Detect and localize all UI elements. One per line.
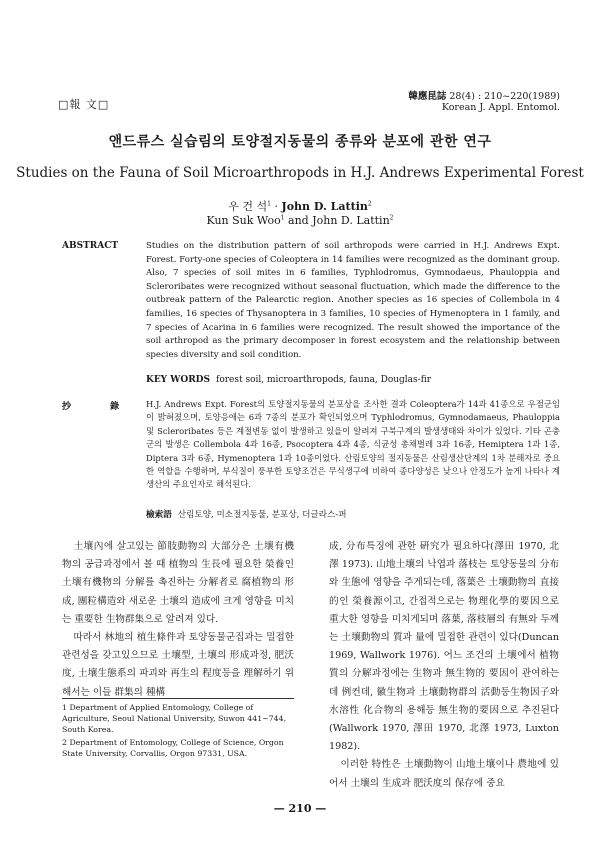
keywords-text: forest soil, microarthropods, fauna, Douglas-fir (215, 375, 432, 385)
author1-en-affiliation-mark: 1 (280, 214, 285, 222)
summary-text: H.J. Andrews Expt. Forest의 토양절지동물의 분포상을 조사한 결과 Coleoptera가 14과 41종으로 우점군임이 밝혀졌으며, 토양응애는 6과 7종의 분포가 확인되었으며 Typhlodromus, Gymnodamaeus, Phauloppia 및 Scleroribates 등은 계절변동 없이 발생하고 있을이 알려져 구북구계의 발생생태와 차이가 있었다. 기타 곤충군의 발생은 Collembola 4과 16종, Psocoptera 4과 4종, 식균성 총채벌레 3과 16종, Hemiptera 1과 1종, Diptera 3과 6종, Hymenoptera 1과 10종이었다. 산림토양의 절지동물은 산림생산단계의 1차 분해자로 중요한 역할을 수행하며, 부식질이 풍부한 토양조건은 무식생구에 비하여 종다양성은 낮으나 안정도가 높게 나타나 계생산의 주요인자로 해석된다. (146, 399, 560, 490)
author-separator: · (271, 200, 282, 213)
body-paragraph: 따라서 林地의 植生條件과 토양동물군집과는 밀접한 관련성을 갖고있으므로 土壤型, 土壤의 形成과정, 肥沃度, 土壤生態系의 파괴와 再生의 程度등을 理解하기 위해서는 이들 群集의 種構 (62, 632, 294, 698)
body-paragraph: 이러한 特性은 土壤動物이 山地土壤이나 農地에 있어서 土壤의 生成과 肥沃度의 保存에 중요 (329, 759, 559, 789)
summary-keywords (146, 508, 347, 520)
journal-english-name: Korean J. Appl. Entomol. (441, 102, 560, 113)
summary-keywords-text: 산림토양, 미소절지동물, 분포상, 더글라스-퍼 (177, 510, 347, 520)
authors-korean (0, 198, 600, 214)
page-number: — 210 — (273, 802, 327, 815)
footnote-divider (62, 698, 294, 699)
summary-label: 抄 錄 (62, 402, 138, 412)
journal-citation (408, 91, 560, 113)
body-paragraph: 成, 分布특징에 관한 硏究가 필요하다(澤田 1970, 北澤 1973). 山地土壤의 낙엽과 落枝는 토양동물의 分布와 生態에 영향을 주게되는데, 落葉은 土壤動物의 直接的인 榮養源이고, 간접적으로는 物理化學的要因으로 重大한 영향을 미치게되며 落葉, 落枝層의 有無와 두께는 土壤動物의 質과 量에 밀접한 관련이 있다(Duncan 1969, Wallwork 1976). 어느 조건의 土壤에서 植物質의 分解과정에는 生物과 無生物的 要因이 관여하는데 例컨데, 徽生物과 土壤動物群의 活動등生物因子와 水溶性 化合物의 용해등 無生物的要因으로 추진된다(Wallwork 1970, 澤田 1970, 北澤 1973, Luxton 1982). (329, 541, 559, 753)
author-conjunction: and (284, 214, 313, 227)
body-left-column (62, 538, 294, 702)
report-type-label: □報 文□ (58, 98, 110, 111)
body-paragraph: 土壤內에 살고있는 節肢動物의 大部分은 土壤有機物의 공급과정에서 볼 때 植物의 生長에 필요한 榮養인 土壤有機物의 分解를 촉진하는 分解者로 腐植物의 形成, 團粒構造와 새로운 土壤의 造成에 크게 영향을 미치는 重要한 生物群集으로 알려져 있다. (62, 541, 294, 625)
author1-english-name: Kun Suk Woo (206, 214, 281, 227)
author1-korean-name: 우 건 석 (228, 200, 268, 213)
author2-name: John D. Lattin (281, 200, 368, 213)
journal-name: 韓應昆誌 (408, 91, 447, 102)
footnote-2: 2 Department of Entomology, College of Science, Orgon State University, Corvallis, Orgon 97331, USA. (62, 738, 284, 758)
abstract-keywords (146, 375, 431, 385)
abstract-text: Studies on the distribution pattern of soil arthropods were carried in H.J. Andrews Expt. Forest. Forty-one species of Coleoptera in 14 families were recognized as the dominant group. Also, 7 species of soil mites in 6 families, Typhlodromus, Gymnodaeus, Phauloppia and Scleroribates were recognized without seasonal fluctuation, which made the difference to the outbreak pattern of the Palearctic region. Another species as 16 species of Collembola in 4 families, 16 species of Thysanoptera in 3 families, 10 species of Hymenoptera in 1 family, and 7 species of Acarina in 6 families were recognized. The result showed the importance of the soil arthropod as the primary decomposer in forest ecosystem and the relationship between species diversity and soil condition. (146, 241, 560, 360)
author2-affiliation-mark: 2 (367, 200, 372, 208)
keywords-label: KEY WORDS (146, 375, 210, 385)
body-right-column (329, 538, 559, 793)
author2-english-name: John D. Lattin (312, 214, 390, 227)
authors-english (0, 214, 600, 227)
summary-keywords-label: 檢索語 (146, 510, 172, 520)
author2-en-affiliation-mark: 2 (389, 214, 394, 222)
korean-title: 앤드류스 실습림의 토양절지동물의 종류와 분포에 관한 연구 (108, 134, 492, 150)
english-title: Studies on the Fauna of Soil Microarthropods in H.J. Andrews Experimental Forest (16, 165, 584, 181)
footnote-1: 1 Department of Applied Entomology, College of Agriculture, Seoul National University, Suwon 441~744, South Korea. (62, 703, 287, 734)
author1-affiliation-mark: 1 (267, 200, 271, 208)
journal-volume: 28(4) : 210~220(1989) (449, 91, 560, 102)
abstract-label: ABSTRACT (62, 241, 119, 251)
